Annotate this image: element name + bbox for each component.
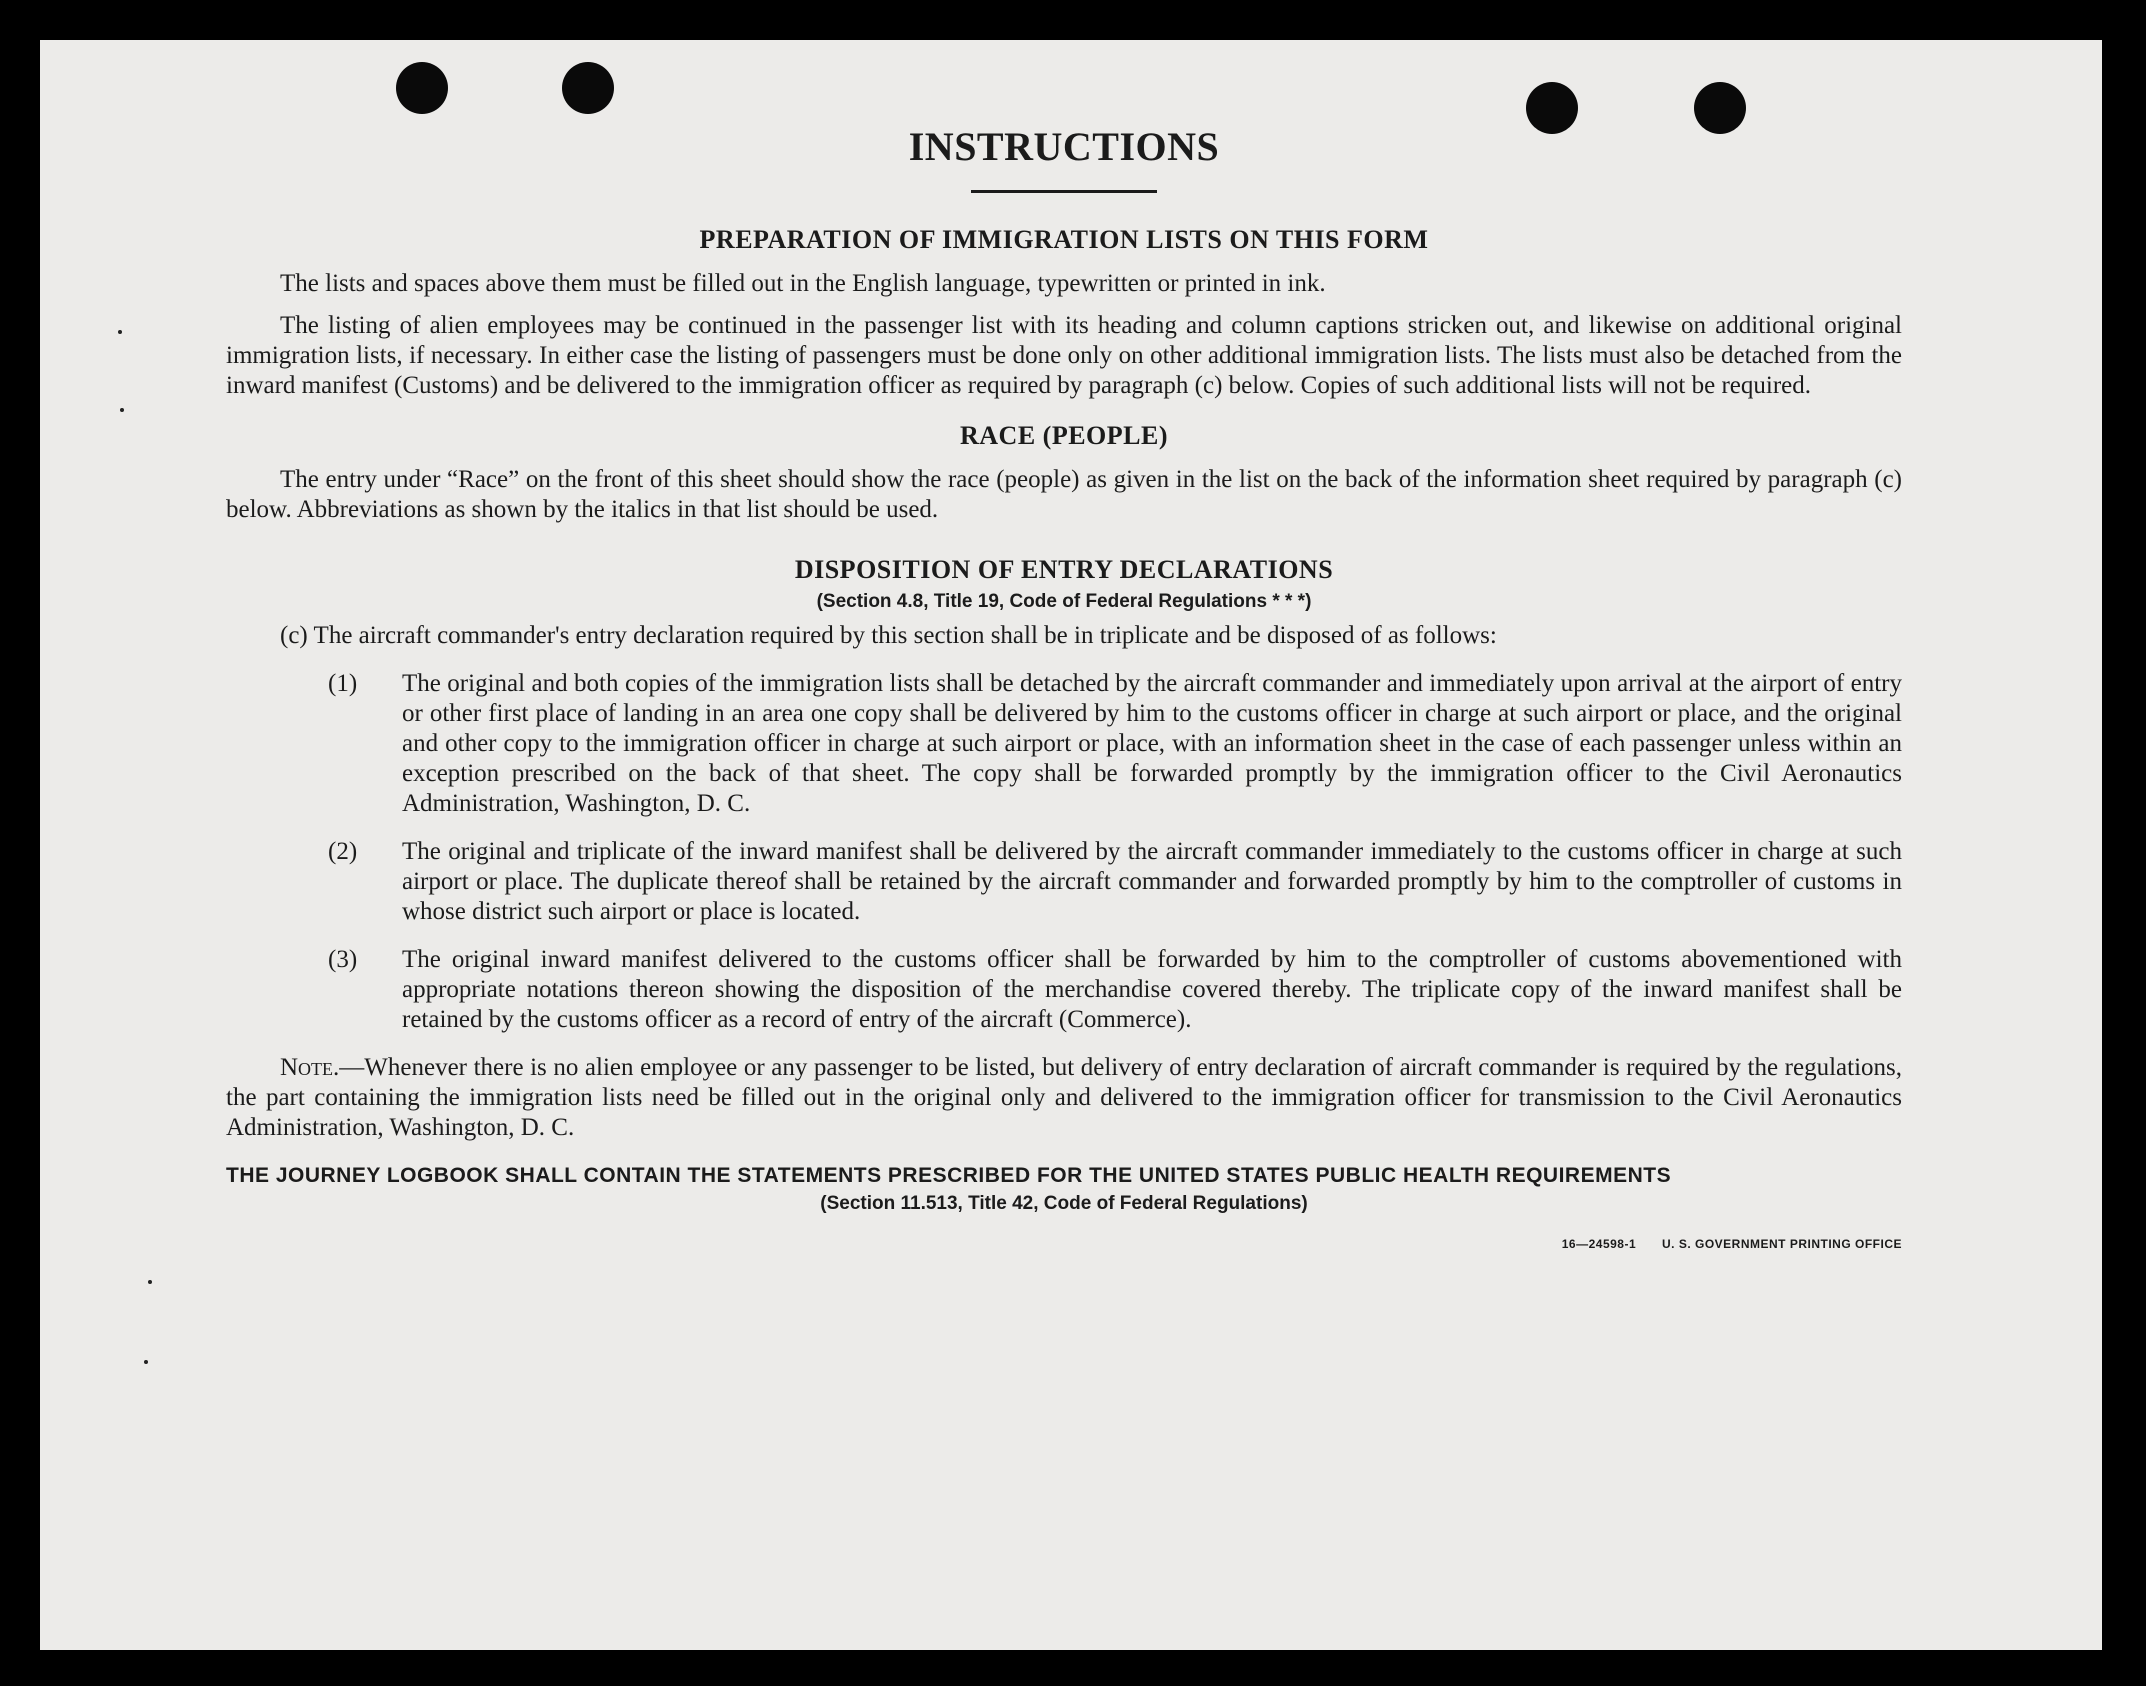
note-text: —Whenever there is no alien employee or any passenger to be listed, but delivery of entry declaration of aircraft commander is required by the regulations, the part containing the immigration lists need be filled out in the original only and delivered to the immigration officer for transmission to the Civil Aeronautics Administration, Washington, D. C. bbox=[226, 1054, 1902, 1141]
item-text: The original inward manifest delivered to the customs officer shall be forwarded by him to the comptroller of customs abovementioned with appropriate notations thereon showing the disposition of the merchandise covered thereby. The triplicate copy of the inward manifest shall be retained by the customs officer as a record of entry of the aircraft (Commerce). bbox=[402, 946, 1902, 1033]
note-paragraph bbox=[226, 1053, 1902, 1143]
disposition-item bbox=[226, 837, 1902, 927]
item-number: (3) bbox=[328, 946, 358, 973]
disposition-citation: (Section 4.8, Title 19, Code of Federal Regulations * * *) bbox=[816, 591, 1312, 612]
item-number: (2) bbox=[328, 838, 358, 865]
printer-line bbox=[1562, 1237, 1902, 1251]
ink-speck bbox=[144, 1360, 148, 1364]
journey-logbook-statement: THE JOURNEY LOGBOOK SHALL CONTAIN THE STATEMENTS PRESCRIBED FOR THE UNITED STATES PUBLIC HEALTH REQUIREMENTS bbox=[226, 1164, 1672, 1187]
disposition-heading: DISPOSITION OF ENTRY DECLARATIONS bbox=[794, 555, 1334, 584]
punch-hole bbox=[562, 62, 614, 114]
form-code: 16—24598-1 bbox=[1561, 1237, 1637, 1251]
item-text: The original and triplicate of the inward manifest shall be delivered by the aircraft commander immediately to the customs officer in charge at such airport or place. The duplicate thereof shall be retained by the aircraft commander and forwarded promptly by him to the comptroller of customs in whose district such airport or place is located. bbox=[402, 838, 1902, 925]
disposition-item bbox=[226, 669, 1902, 819]
item-text: The original and both copies of the immigration lists shall be detached by the aircraft commander and immediately upon arrival at the airport of entry or other first place of landing in an area one copy shall be delivered by him to the customs officer in charge at such airport or place, and the original and other copy to the immigration officer in charge at such airport or place, with an information sheet in the case of each passenger unless within an exception prescribed on the back of that sheet. The copy shall be forwarded promptly by the immigration officer to the Civil Aeronautics Administration, Washington, D. C. bbox=[402, 670, 1902, 817]
page-title: INSTRUCTIONS bbox=[908, 124, 1220, 169]
printer-name: U. S. GOVERNMENT PRINTING OFFICE bbox=[1661, 1237, 1902, 1251]
instructions-body bbox=[226, 122, 1902, 1267]
title-underline bbox=[971, 190, 1157, 193]
disposition-item bbox=[226, 945, 1902, 1035]
ink-speck bbox=[120, 408, 124, 412]
preparation-heading: PREPARATION OF IMMIGRATION LISTS ON THIS FORM bbox=[699, 225, 1429, 254]
item-number: (1) bbox=[328, 670, 358, 697]
punch-hole bbox=[396, 62, 448, 114]
race-heading: RACE (PEOPLE) bbox=[960, 421, 1168, 450]
preparation-paragraph-2: The listing of alien employees may be continued in the passenger list with its heading and column captions stricken out, and likewise on additional original immigration lists, if necessary. In either case the listing of passengers must be done only on other additional immigration lists. The lists must also be detached from the inward manifest (Customs) and be delivered to the immigration officer as required by paragraph (c) below. Copies of such additional lists will not be required. bbox=[226, 312, 1902, 399]
ink-speck bbox=[118, 330, 122, 334]
document-sheet bbox=[40, 40, 2102, 1650]
printer-imprint bbox=[226, 1237, 1902, 1267]
race-paragraph: The entry under “Race” on the front of this sheet should show the race (people) as given in the list on the back of the information sheet required by paragraph (c) below. Abbreviations as shown by the italics in that list should be used. bbox=[226, 466, 1902, 523]
ink-speck bbox=[148, 1280, 152, 1284]
preparation-paragraph-1: The lists and spaces above them must be filled out in the English language, typewritten or printed in ink. bbox=[280, 270, 1326, 297]
note-label: Note. bbox=[280, 1054, 340, 1081]
disposition-clause: (c) The aircraft commander's entry declaration required by this section shall be in triplicate and be disposed of as follows: bbox=[280, 622, 1497, 649]
journey-logbook-citation: (Section 11.513, Title 42, Code of Federal Regulations) bbox=[820, 1193, 1308, 1214]
